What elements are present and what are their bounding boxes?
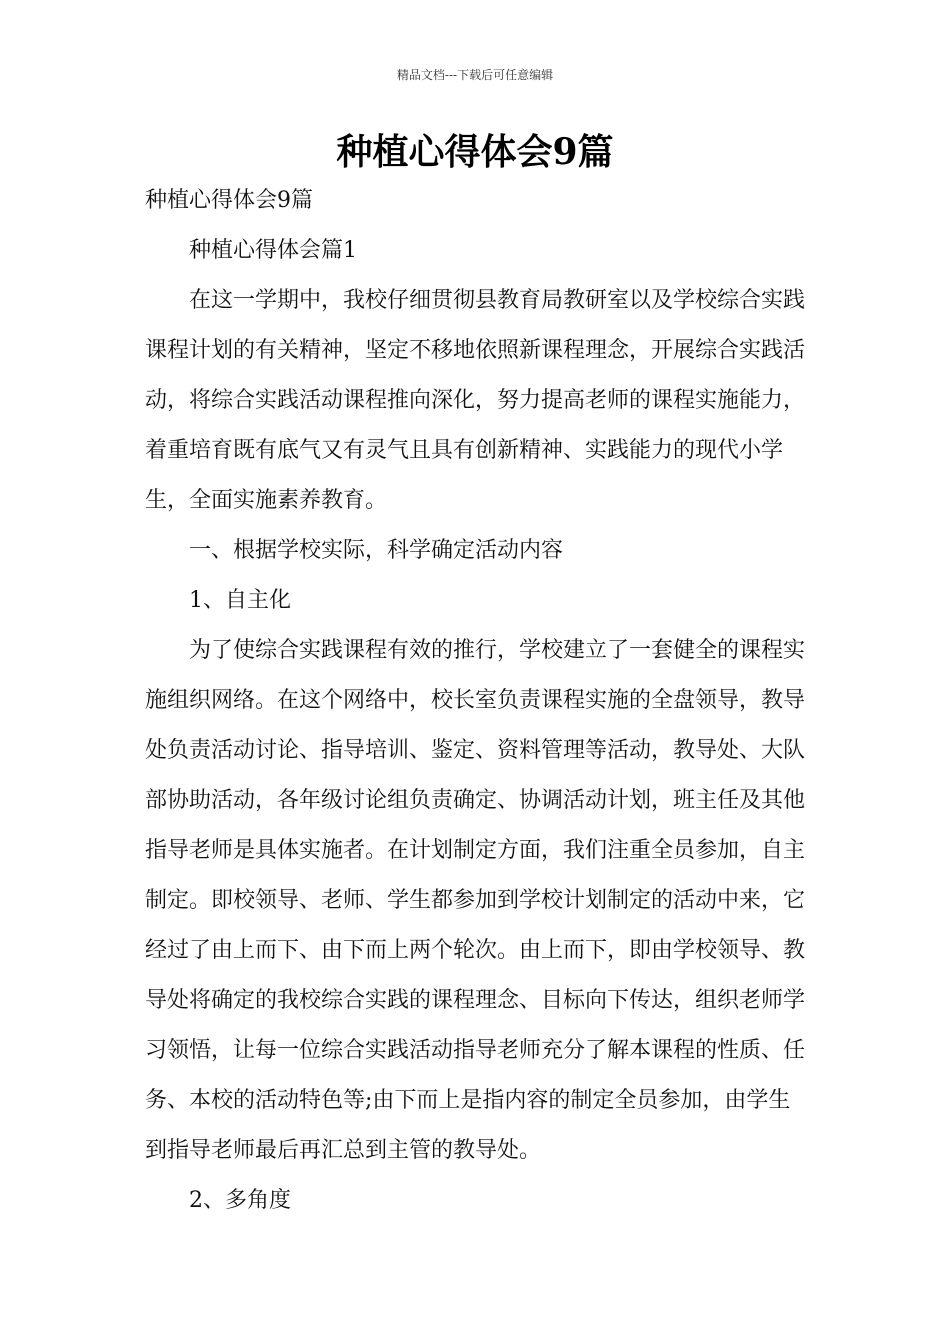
- subheading-multi-angle: 2、多角度: [189, 1188, 291, 1213]
- subheading-autonomy: 1、自主化: [189, 588, 291, 613]
- document-title: 种植心得体会9篇: [336, 131, 614, 173]
- header-note: 精品文档---下载后可任意编辑: [396, 68, 554, 82]
- paragraph-intro: 在这一学期中，我校仔细贯彻县教育局教研室以及学校综合实践课程计划的有关精神，坚定不移地依照新课程理念，开展综合实践活动，将综合实践活动课程推向深化，努力提高老师的课程实施能力，着重培育既有底气又有灵气且具有创新精神、实践能力的现代小学生，全面实施素养教育。: [145, 288, 806, 513]
- document-body: [145, 176, 809, 1226]
- paragraph-organization: 为了使综合实践课程有效的推行，学校建立了一套健全的课程实施组织网络。在这个网络中，校长室负责课程实施的全盘领导，教导处负责活动讨论、指导培训、鉴定、资料管理等活动，教导处、大队部协助活动，各年级讨论组负责确定、协调活动计划，班主任及其他指导老师是具体实施者。在计划制定方面，我们注重全员参加，自主制定。即校领导、老师、学生都参加到学校计划制定的活动中来，它经过了由上而下、由下而上两个轮次。由上而下，即由学校领导、教导处将确定的我校综合实践的课程理念、目标向下传达，组织老师学习领悟，让每一位综合实践活动指导老师充分了解本课程的性质、任务、本校的活动特色等;由下而上是指内容的制定全员参加，由学生到指导老师最后再汇总到主管的教导处。: [145, 638, 806, 1163]
- heading-section-1: 一、根据学校实际，科学确定活动内容: [189, 538, 564, 563]
- subtitle: 种植心得体会9篇: [145, 188, 313, 213]
- section-title: 种植心得体会篇1: [189, 238, 357, 263]
